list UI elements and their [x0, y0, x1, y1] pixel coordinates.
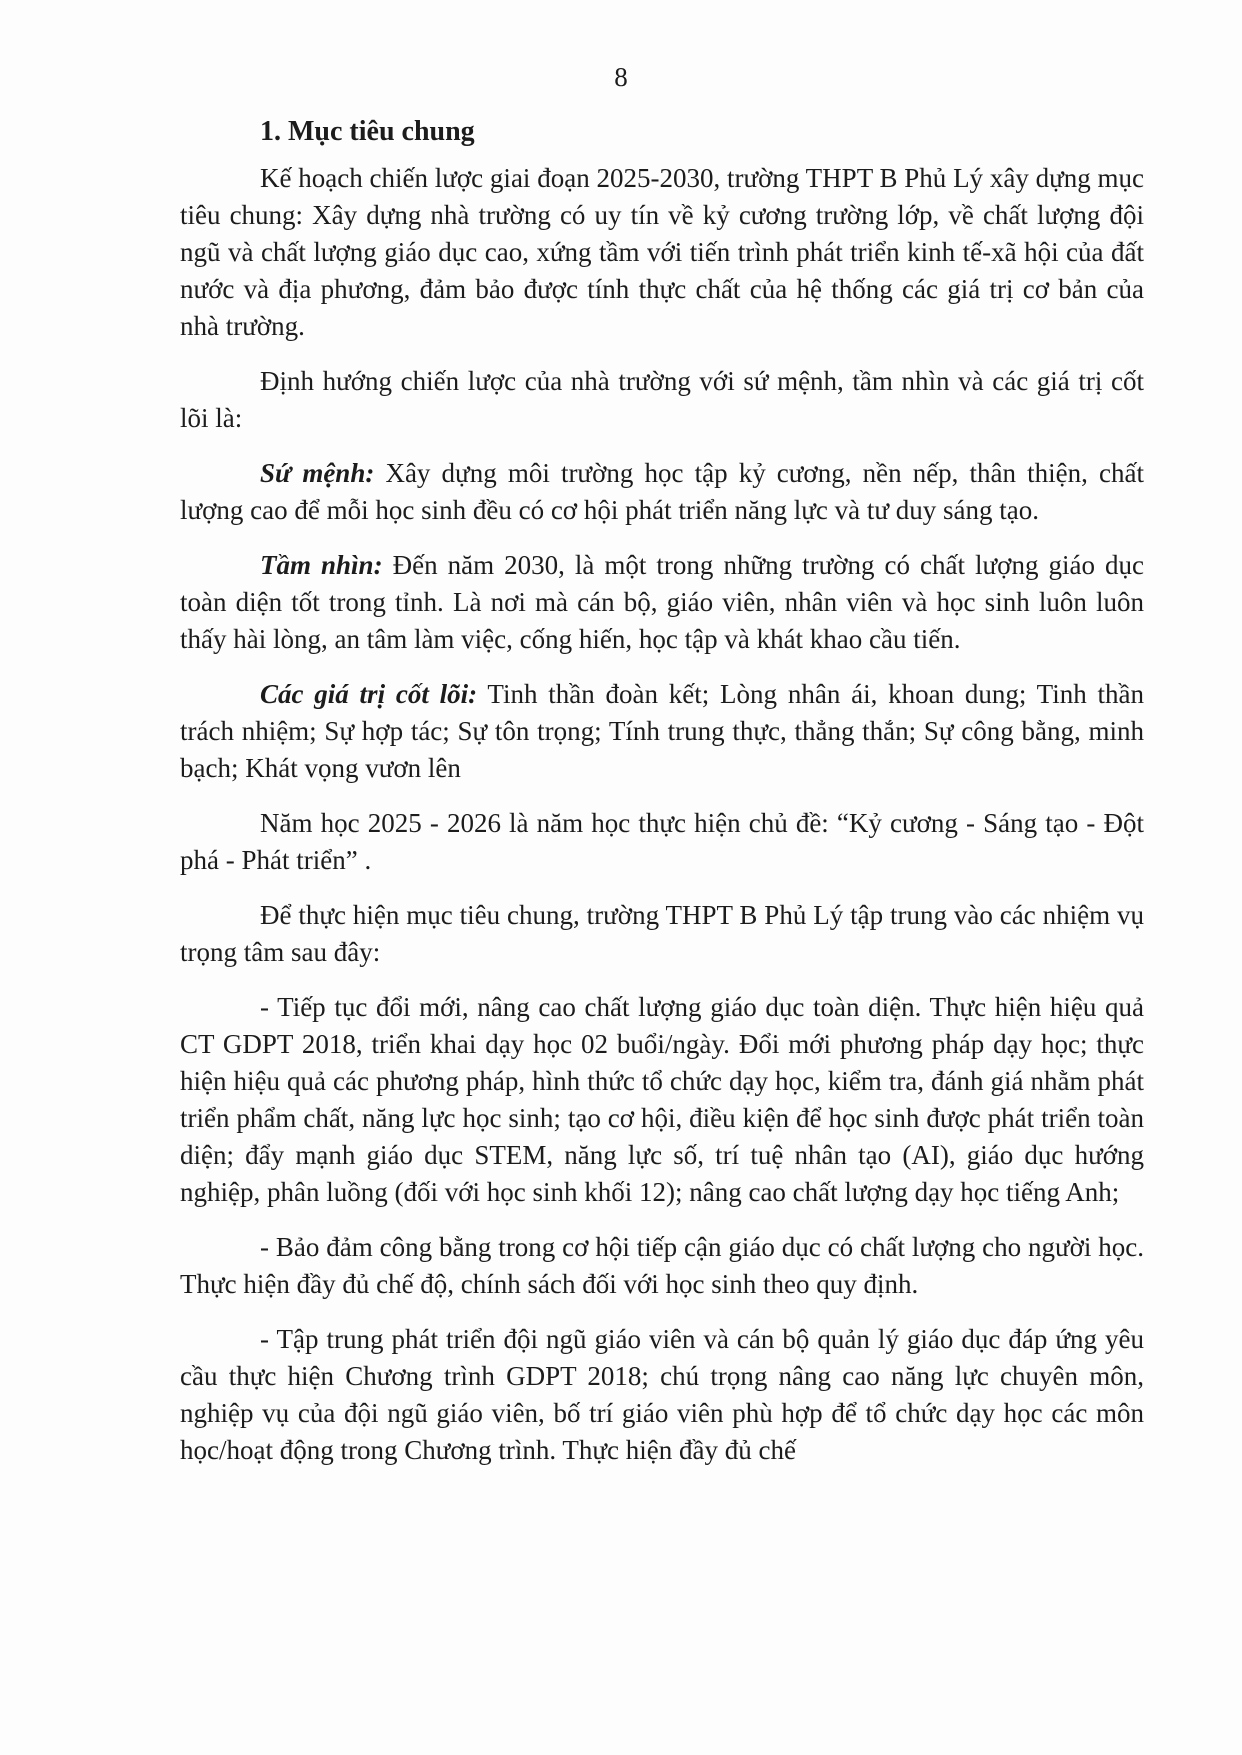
core-values-text: Tinh thần đoàn kết; Lòng nhân ái, khoan dung; Tinh thần trách nhiệm; Sự hợp tác; Sự tôn trọng; Tính trung thực, thẳng thắn; Sự công bằng, minh bạch; Khát vọng vươn lên [180, 679, 1144, 783]
document-body [180, 113, 1144, 1487]
goal-paragraph: Kế hoạch chiến lược giai đoạn 2025-2030, trường THPT B Phủ Lý xây dựng mục tiêu chung: Xây dựng nhà trường có uy tín về kỷ cương trường lớp, về chất lượng đội ngũ và chất lượng giáo dục cao, xứng tầm với tiến trình phát triển kinh tế-xã hội của đất nước và địa phương, đảm bảo được tính thực chất của hệ thống các giá trị cơ bản của nhà trường. [180, 163, 1144, 341]
mission-text: Xây dựng môi trường học tập kỷ cương, nền nếp, thân thiện, chất lượng cao để mỗi học sinh đều có cơ hội phát triển năng lực và tư duy sáng tạo. [180, 458, 1144, 525]
page-number: 8 [614, 62, 628, 92]
vision-text: Đến năm 2030, là một trong những trường có chất lượng giáo dục toàn diện tốt trong tỉnh. Là nơi mà cán bộ, giáo viên, nhân viên và học sinh luôn luôn thấy hài lòng, an tâm làm việc, cống hiến, học tập và khát khao cầu tiến. [180, 550, 1144, 654]
mission-paragraph [180, 455, 1144, 529]
strategy-intro-paragraph: Định hướng chiến lược của nhà trường với sứ mệnh, tầm nhìn và các giá trị cốt lõi là: [180, 366, 1144, 433]
task-item: - Tiếp tục đổi mới, nâng cao chất lượng giáo dục toàn diện. Thực hiện hiệu quả CT GDPT 2018, triển khai dạy học 02 buổi/ngày. Đổi mới phương pháp dạy học; thực hiện hiệu quả các phương pháp, hình thức tổ chức dạy học, kiểm tra, đánh giá nhằm phát triển phẩm chất, năng lực học sinh; tạo cơ hội, điều kiện để học sinh được phát triển toàn diện; đẩy mạnh giáo dục STEM, năng lực số, trí tuệ nhân tạo (AI), giáo dục hướng nghiệp, phân luồng (đối với học sinh khối 12); nâng cao chất lượng dạy học tiếng Anh; [180, 992, 1144, 1207]
vision-paragraph [180, 547, 1144, 658]
task-item: - Bảo đảm công bằng trong cơ hội tiếp cận giáo dục có chất lượng cho người học. Thực hiện đầy đủ chế độ, chính sách đối với học sinh theo quy định. [180, 1232, 1144, 1299]
mission-label: Sứ mệnh: [260, 458, 375, 488]
vision-label: Tầm nhìn: [260, 550, 383, 580]
core-values-label: Các giá trị cốt lõi: [260, 679, 478, 709]
theme-paragraph: Năm học 2025 - 2026 là năm học thực hiện chủ đề: “Kỷ cương - Sáng tạo - Đột phá - Phát triển” . [180, 808, 1144, 875]
task-item: - Tập trung phát triển đội ngũ giáo viên và cán bộ quản lý giáo dục đáp ứng yêu cầu thực hiện Chương trình GDPT 2018; chú trọng nâng cao năng lực chuyên môn, nghiệp vụ của đội ngũ giáo viên, bố trí giáo viên phù hợp để tổ chức dạy học các môn học/hoạt động trong Chương trình. Thực hiện đầy đủ chế [180, 1324, 1144, 1465]
tasks-intro-paragraph: Để thực hiện mục tiêu chung, trường THPT B Phủ Lý tập trung vào các nhiệm vụ trọng tâm sau đây: [180, 900, 1144, 967]
section-heading: 1. Mục tiêu chung [260, 116, 475, 147]
core-values-paragraph [180, 676, 1144, 787]
